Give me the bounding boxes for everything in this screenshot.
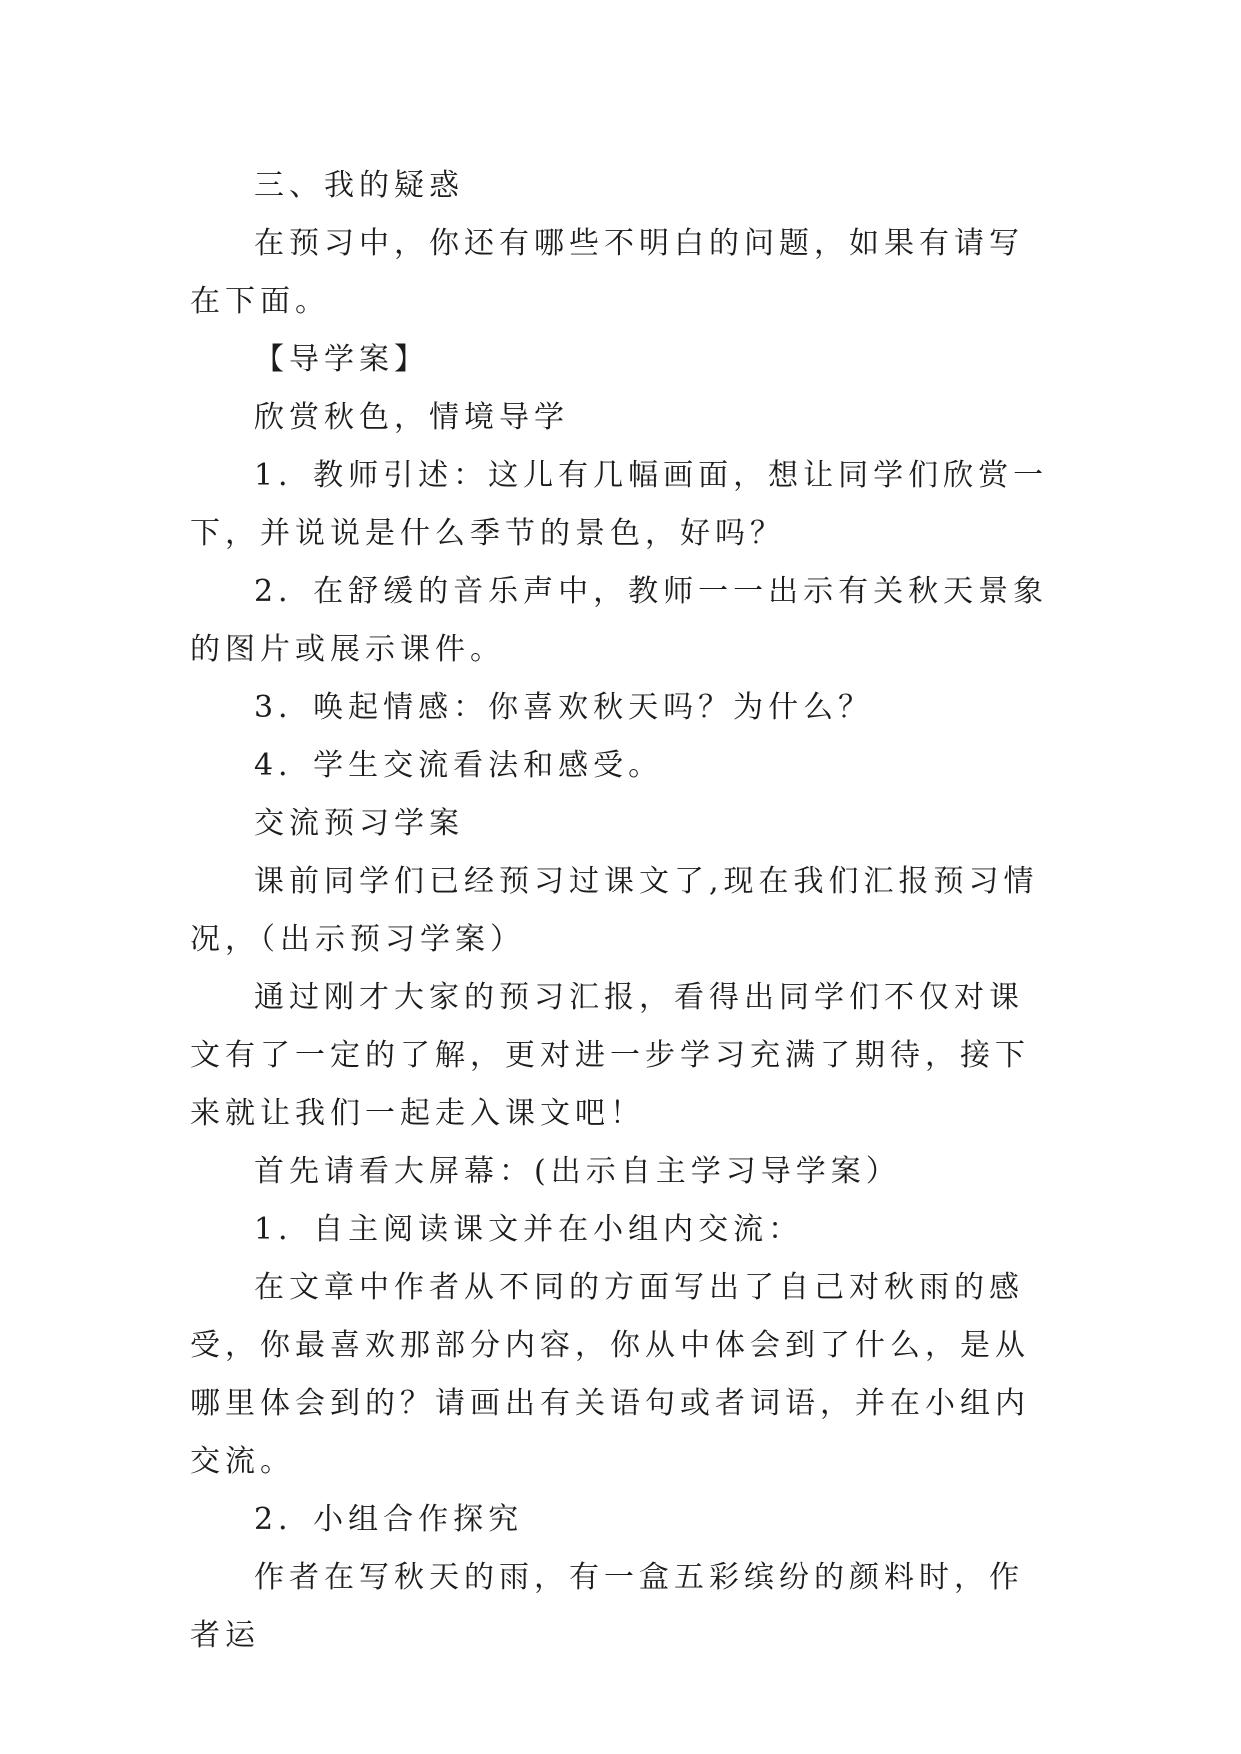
paragraph: 在预习中，你还有哪些不明白的问题，如果有请写在下面。 <box>190 226 1024 319</box>
section-heading-guide: 【导学案】 <box>254 342 429 377</box>
document-body <box>190 157 1052 1665</box>
section-heading-doubts: 三、我的疑惑 <box>254 168 464 203</box>
list-item: 4．学生交流看法和感受。 <box>254 748 664 783</box>
paragraph: 在文章中作者从不同的方面写出了自己对秋雨的感受，你最喜欢那部分内容，你从中体会到了什么，是从哪里体会到的？请画出有关语句或者词语，并在小组内交流。 <box>190 1270 1030 1479</box>
subheading-appreciate-autumn: 欣赏秋色，情境导学 <box>254 400 569 435</box>
list-item: 2．在舒缓的音乐声中，教师一一出示有关秋天景象的图片或展示课件。 <box>190 574 1049 667</box>
paragraph: 首先请看大屏幕：(出示自主学习导学案） <box>254 1154 901 1189</box>
paragraph: 作者在写秋天的雨，有一盒五彩缤纷的颜料时，作者运 <box>190 1560 1024 1653</box>
list-item: 3．唤起情感：你喜欢秋天吗？为什么？ <box>254 690 874 725</box>
paragraph: 课前同学们已经预习过课文了,现在我们汇报预习情况，（出示预习学案） <box>190 864 1039 957</box>
subheading-preview-exchange: 交流预习学案 <box>254 806 464 841</box>
list-item: 1．自主阅读课文并在小组内交流： <box>254 1212 804 1247</box>
paragraph: 通过刚才大家的预习汇报，看得出同学们不仅对课文有了一定的了解，更对进一步学习充满了期待，接下来就让我们一起走入课文吧！ <box>190 980 1030 1131</box>
list-item: 2．小组合作探究 <box>254 1502 524 1537</box>
list-item: 1．教师引述：这儿有几幅画面，想让同学们欣赏一下，并说说是什么季节的景色，好吗？ <box>190 458 1049 551</box>
